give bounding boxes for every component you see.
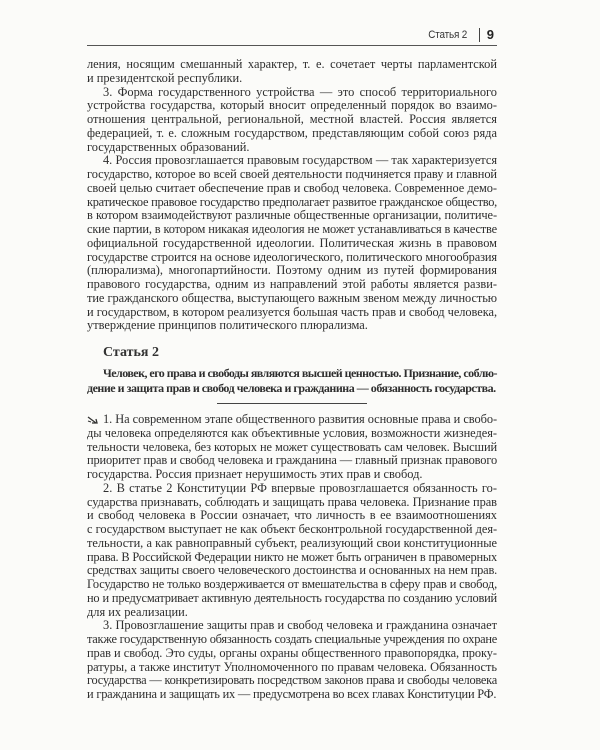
text-line: приоритет прав и свобод человека и гражданина — главный признак правового	[87, 453, 497, 468]
text-line: тельности человека, без которых не может существовать сам человек. Высший	[87, 439, 497, 454]
text-line: ратуры, а также институт Уполномоченного по правам человека. Обязанность	[87, 659, 497, 674]
text-line: для их реализации.	[87, 604, 188, 619]
text-line: права. В Российской Федерации никто не может быть ограничен в правомерных	[87, 549, 497, 564]
text-line: государства. Россия признает нерушимость этих прав и свобод.	[87, 467, 423, 481]
article-text	[87, 366, 497, 396]
text-line: (плюрализма), многопартийности. Поэтому одним из путей формирования	[87, 263, 497, 278]
text-line: отношения центральной, региональной, местной властей. Россия является	[87, 112, 497, 126]
text-line: государственных образований.	[87, 139, 250, 154]
paragraph	[87, 366, 497, 396]
text-line: государстве строится на основе идеологического, политического многообразия	[87, 249, 497, 264]
text-line: 1. На современном этапе общественного развития основные права и свобо-	[103, 412, 497, 426]
paragraph	[87, 482, 497, 620]
text-line: 2. В статье 2 Конституции РФ впервые провозглашается обязанность го-	[103, 480, 497, 495]
text-line: государство, которое во всей своей деятельности подчиняется праву и главной	[87, 167, 497, 181]
paragraph	[87, 619, 497, 702]
text-line: государства — конкретизировать посредством законов права и свободы человека	[87, 673, 497, 688]
page-number: 9	[486, 27, 494, 42]
text-line: сударства признавать, соблюдать и защищать права человека. Признание прав	[87, 494, 497, 509]
running-header-section: Статья 2	[428, 29, 467, 41]
text-line: средствах защиты своего человеческого достоинства и основанных на нем прав.	[87, 563, 497, 578]
text-line: 3. Форма государственного устройства — это способ территориального	[103, 84, 497, 99]
article-commentary	[87, 413, 497, 702]
running-header-divider	[479, 28, 480, 42]
paragraph	[87, 154, 497, 333]
text-line: с государством выступает не как объект бесконтрольной государственной дея-	[87, 522, 497, 536]
article-heading: Статья 2	[103, 345, 159, 360]
text-line: дение и защита прав и свобод человека и гражданина — обязанность государства.	[87, 381, 496, 395]
text-line: прав и свобод. Это суды, органы охраны общественного правопорядка, проку-	[87, 645, 497, 660]
paragraph	[87, 413, 497, 482]
text-line: 4. Россия провозглашается правовым государством — так характеризуется	[103, 153, 497, 168]
text-line: и государством, в котором реализуется большая часть прав и свобод человека,	[87, 304, 497, 319]
running-header	[87, 29, 497, 46]
text-line: устройства государства, который вносит определенный порядок во взаимо-	[87, 98, 497, 113]
text-line: официальной государственной идеологии. Политическая жизнь в правовом	[87, 235, 497, 250]
text-line: Государство не только воздерживается от вмешательства в сферу прав и свобод,	[87, 577, 497, 591]
text-line: кратическое правовое государство предполагает развитое гражданское общество,	[87, 194, 497, 209]
text-line: в котором взаимодействуют различные общественные организации, политиче-	[87, 208, 497, 223]
text-line: но и предусматривает активную деятельность государства по созданию условий	[87, 590, 497, 605]
text-line: своей целью считает обеспечение прав и свобод человека. Современное демо-	[87, 180, 497, 195]
text-line: ды человека определяются как объективные условия, возможности жизнедея-	[87, 425, 497, 440]
text-line: федерацией, т. е. сложным государством, представляющим собой союз ряда	[87, 125, 497, 140]
text-line: 3. Провозглашение защиты прав и свобод человека и гражданина означает	[103, 618, 497, 633]
text-line: и свобод человека в России означает, что личность в ее взаимоотношениях	[87, 508, 497, 523]
text-line: также государственную обязанность создать специальные учреждения по охране	[87, 632, 497, 646]
text-line: и гражданина и защищать их — предусмотрена во всех главах Конституции РФ.	[87, 687, 497, 701]
text-line: ления, носящим смешанный характер, т. е. сочетает черты парламентской	[87, 57, 497, 71]
text-line: тельности, а как равноправный субъект, реализующий свои конституционные	[87, 535, 497, 550]
text-line: тие гражданского общества, выступающего важным звеном между личностью	[87, 290, 497, 305]
divider	[217, 403, 367, 404]
text-line: утверждение принципов политического плюрализма.	[87, 318, 368, 333]
paragraph	[87, 86, 497, 155]
text-line: Человек, его права и свободы являются высшей ценностью. Признание, соблю-	[103, 366, 497, 380]
text-line: ские партии, в котором никакая идеология не может устанавливаться в качестве	[87, 222, 497, 236]
preceding-commentary	[87, 58, 497, 333]
text-line: правового государства, одним из направлений этой работы является разви-	[87, 277, 497, 291]
text-line: и президентской республики.	[87, 70, 243, 85]
paragraph	[87, 58, 497, 86]
